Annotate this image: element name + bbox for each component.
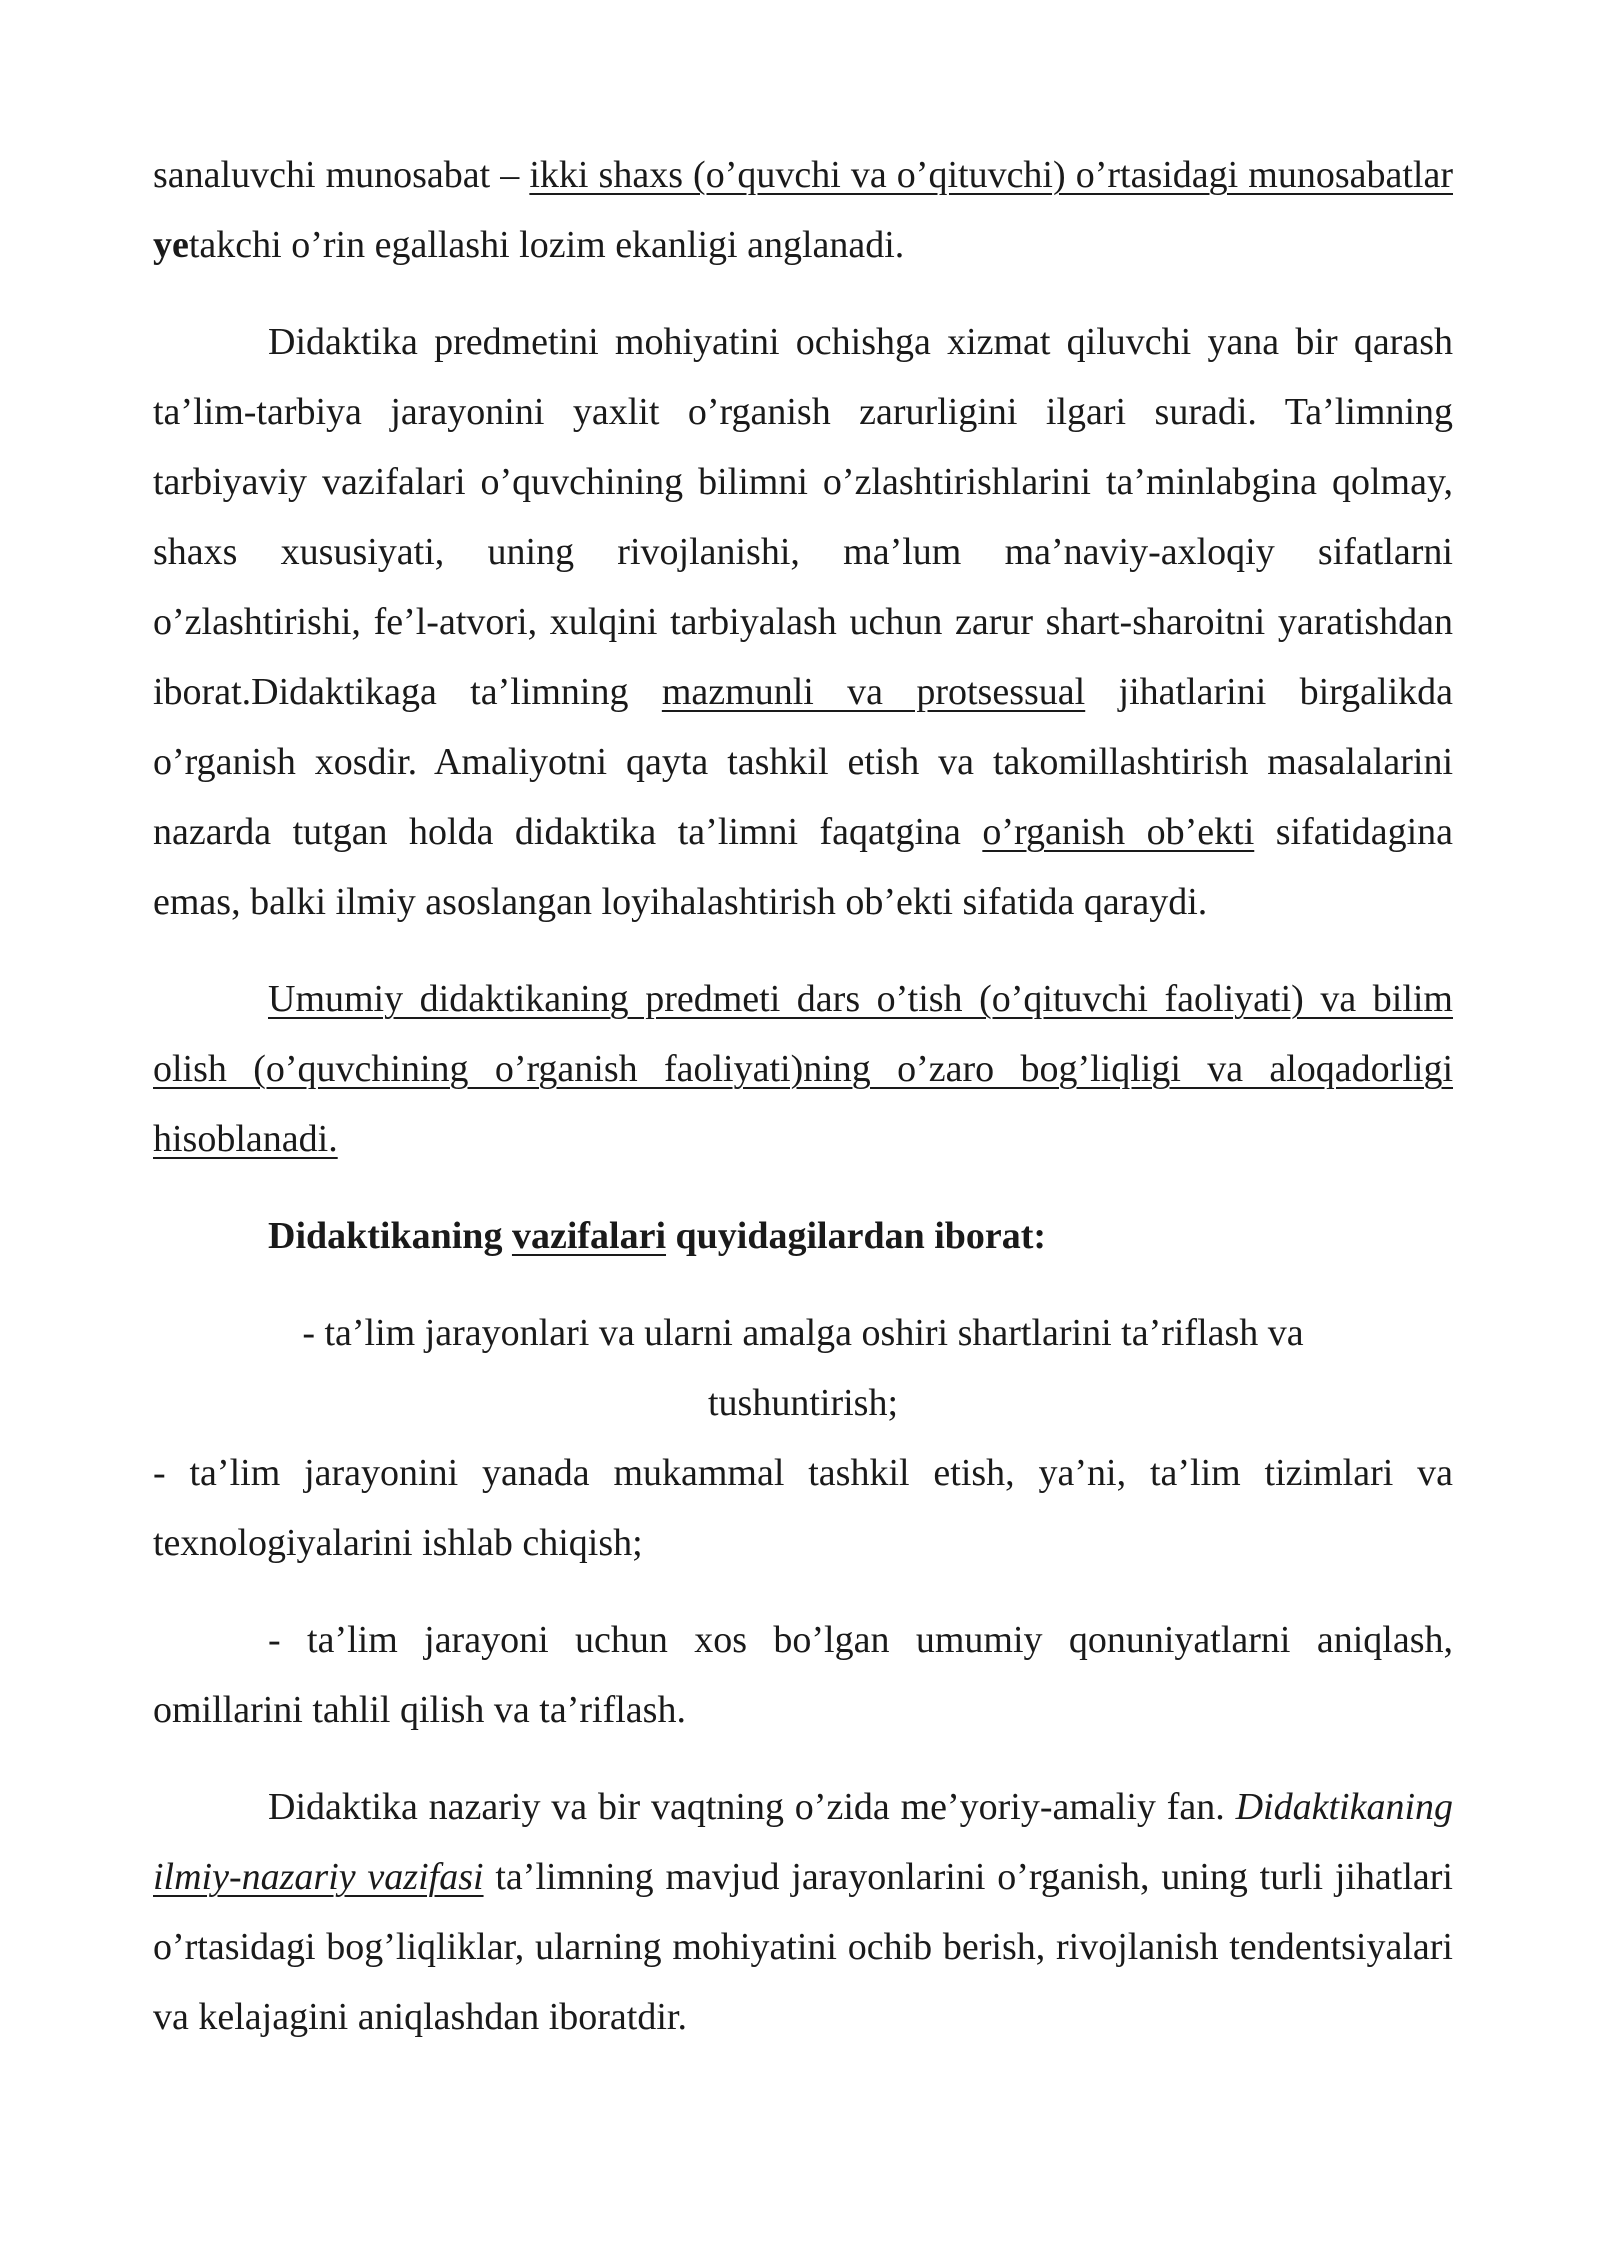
paragraph-intro	[153, 140, 1453, 280]
paragraph-theory-practice	[153, 1772, 1453, 2052]
list-item: - ta’lim jarayonlari va ularni amalga oshiri shartlarini ta’riflash va tushuntirish;	[302, 1312, 1304, 1424]
text-run: ta’limning mavjud jarayonlarini o’rganish, uning turli jihatlari o’rtasidagi bog’liqliklar, ularning mohiyatini ochib berish, rivojlanish tendentsiyalari va kelajagini aniqlashdan iboratdir.	[153, 1856, 1453, 2038]
heading-text: Didaktikaning	[268, 1215, 512, 1257]
text-run: sifatidagina emas, balki ilmiy asoslangan loyihalashtirish ob’ekti sifatida qaraydi.	[153, 811, 1453, 923]
heading-underlined-text: vazifalari	[511, 1215, 667, 1257]
section-heading	[153, 1201, 1453, 1271]
underlined-text: mazmunli va protsessual	[661, 671, 1086, 713]
underlined-text: o’rganish ob’ekti	[982, 811, 1255, 853]
text-run: Didaktika nazariy va bir vaqtning o’zida me’yoriy-amaliy fan.	[268, 1786, 1236, 1828]
italic-text: Didaktikaning	[1235, 1786, 1453, 1828]
underlined-text: Umumiy didaktikaning predmeti dars o’tish (o’qituvchi faoliyati) va bilim olish (o’quvchining o’rganish faoliyati)ning o’zaro bog’liqligi va aloqadorligi hisoblanadi.	[153, 978, 1453, 1160]
bold-text: ye	[153, 224, 189, 266]
underlined-text: ikki shaxs (o’quvchi va o’qituvchi) o’rtasidagi munosabatlar	[529, 154, 1453, 196]
paragraph-general-didactics	[153, 964, 1453, 1174]
italic-underlined-text: ilmiy-nazariy vazifasi	[153, 1856, 484, 1898]
document-page	[153, 140, 1453, 2079]
paragraph-didactics-subject	[153, 307, 1453, 937]
list-item: - ta’lim jarayonini yanada mukammal tashkil etish, ya’ni, ta’lim tizimlari va texnologiyalarini ishlab chiqish;	[153, 1452, 1453, 1564]
text-run: sanaluvchi munosabat –	[153, 154, 530, 196]
heading-text: quyidagilardan iborat:	[666, 1215, 1047, 1257]
list-item: - ta’lim jarayoni uchun xos bo’lgan umumiy qonuniyatlarni aniqlash, omillarini tahlil qilish va ta’riflash.	[153, 1619, 1453, 1731]
text-run: takchi o’rin egallashi lozim ekanligi anglanadi.	[188, 224, 905, 266]
text-run: jihatlarini birgalikda o’rganish xosdir. Amaliyotni qayta tashkil etish va takomillashtirish masalalarini nazarda tutgan holda didaktika ta’limni faqatgina	[153, 671, 1453, 853]
text-run: Didaktika predmetini mohiyatini ochishga xizmat qiluvchi yana bir qarash ta’lim-tarbiya jarayonini yaxlit o’rganish zarurligini ilgari suradi. Ta’limning tarbiyaviy vazifalari o’quvchining bilimni o’zlashtirishlarini ta’minlabgina qolmay, shaxs xususiyati, uning rivojlanishi, ma’lum ma’naviy-axloqiy sifatlarni o’zlashtirishi, fe’l-atvori, xulqini tarbiyalash uchun zarur shart-sharoitni yaratishdan iborat.Didaktikaga ta’limning	[153, 321, 1453, 713]
